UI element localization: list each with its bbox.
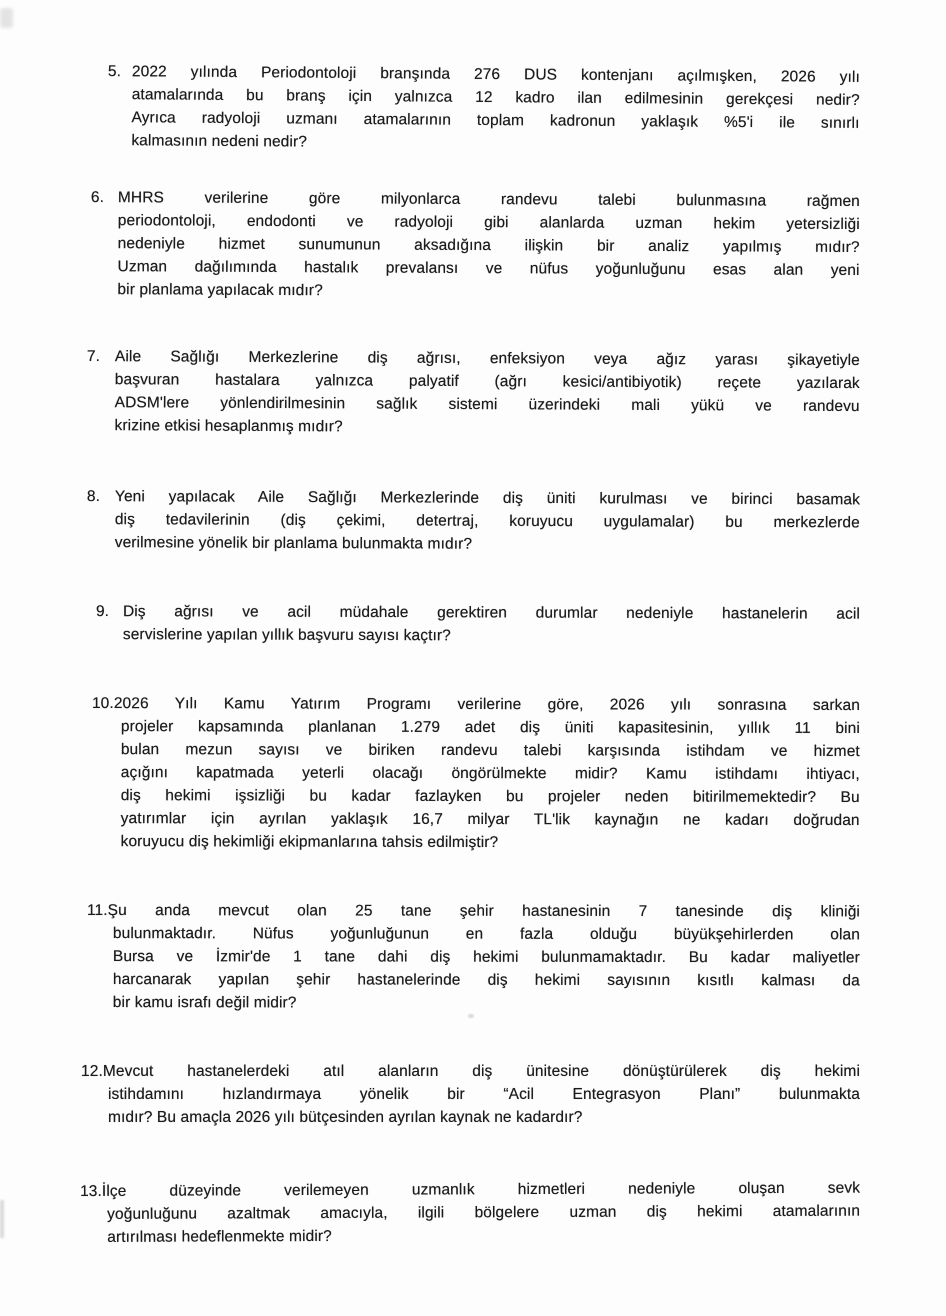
question-line [92,692,860,717]
question-line [87,485,860,511]
question-number: 5. [107,62,122,81]
question-line: açığını kapatmada yeterli olacağı öngörülmekte midir? Kamu istihdamı ihtiyacı, [120,764,860,784]
question-line: projeler kapsamında planlanan 1.279 adet diş üniti kapasitesinin, yıllık 11 bini [120,718,860,738]
question-item-8 [87,485,860,557]
question-line: periodontoloji, endodonti ve radyoloji gibi alanlarda uzman hekim yetersizliği [117,212,860,234]
question-line-text: Mevcut hastanelerdeki atıl alanların diş ünitesine dönüştürülerek diş hekimi [102,1063,860,1080]
question-item-12 [81,1060,860,1129]
question-line-text: Aile Sağlığı Merkezlerine diş ağrısı, enfeksiyon veya ağız yarası şikayetiyle [114,348,860,370]
question-line: nedeniyle hizmet sunumunun aksadığına ilişkin bir analiz yapılmış mıdır? [117,235,860,257]
question-number: 11. [86,902,108,920]
question-line: ADSM'lere yönlendirilmesinin sağlık sistemi üzerindeki mali yükü ve randevu [114,394,860,416]
question-number: 7. [86,347,101,366]
question-line: Ayrıca radyoloji uzmanı atamalarının toplam kadronun yaklaşık %5'i ile sınırlı [131,109,860,132]
question-line-text: Şu anda mevcut olan 25 tane şehir hastanesinin 7 tanesinde diş kliniği [107,902,860,921]
question-line [80,1177,860,1203]
question-line: bir planlama yapılacak mıdır? [117,281,323,300]
question-item-5 [107,60,860,158]
question-line: bulunmaktadır. Nüfus yoğunluğunun en fazla olduğu büyükşehirlerden olan [112,925,860,944]
question-line: diş hekimi işsizliği bu kadar fazlayken bu projeler neden bitirilmemektedir? Bu [120,787,860,807]
question-line: mıdır? Bu amaçla 2026 yılı bütçesinden ayrılan kaynak ne kadardır? [108,1109,583,1126]
question-line-text: Yeni yapılacak Aile Sağlığı Merkezlerinde diş üniti kurulması ve birinci basamak [114,488,860,509]
question-number: 12. [81,1063,103,1080]
question-line: servislerine yapılan yıllık başvuru sayısı kaçtır? [122,626,451,645]
question-line: artırılması hedeflenmekte midir? [107,1227,332,1246]
question-line: kalmasının nedeni nedir? [131,132,308,151]
question-line: diş tedavilerinin (diş çekimi, detertraj, koruyucu uygulamalar) bu merkezlerde [114,511,860,532]
question-line: bir kamu israfı değil midir? [112,994,297,1012]
question-line [87,899,860,923]
question-line: Uzman dağılımında hastalık prevalansı ve nüfus yoğunluğunu esas alan yeni [117,258,860,280]
question-line: Bursa ve İzmir'de 1 tane dahi diş hekimi bulunmamaktadır. Bu kadar maliyetler [112,948,860,967]
question-line-text: Diş ağrısı ve acil müdahale gerektiren durumlar nedeniyle hastanelerin acil [122,603,860,623]
question-line: başvuran hastalara yalnızca palyatif (ağrı kesici/antibiyotik) reçete yazılarak [114,371,860,393]
question-line: istihdamını hızlandırmaya yönelik bir “Acil Entegrasyon Planı” bulunmakta [108,1086,860,1103]
question-line: yoğunluğunu azaltmak amacıyla, ilgili bölgelere uzman diş hekimi atamalarının [107,1202,861,1223]
scan-smudge-left-edge [0,1200,4,1238]
question-number: 9. [95,603,110,621]
question-line: bulan mezun sayısı ve biriken randevu talebi karşısında istihdam ve hizmet [120,741,860,761]
question-line [81,1060,860,1083]
question-item-7 [87,345,860,441]
question-number: 13. [80,1182,102,1200]
question-item-13 [80,1177,860,1249]
question-line-text: 2026 Yılı Kamu Yatırım Programı verilerine göre, 2026 yılı sonrasına sarkan [113,695,860,715]
question-number: 10. [91,695,114,713]
question-item-10 [92,692,860,855]
question-line [96,600,860,626]
scan-smudge-top-left [0,8,13,28]
question-line: harcanarak yapılan şehir hastanelerinde diş hekimi sayısının kısıtlı kalması da [112,971,860,990]
question-item-11 [87,899,860,1015]
question-line: verilmesine yönelik bir planlama bulunmakta mıdır? [114,534,473,553]
question-number: 8. [86,487,101,506]
question-line-text: İlçe düzeyinde verilemeyen uzmanlık hizmetleri nedeniyle oluşan sevk [101,1179,861,1200]
question-line: yatırımlar için ayrılan yaklaşık 16,7 milyar TL'lik kaynağın ne kadarı doğrudan [120,810,860,830]
question-item-9 [96,600,860,649]
question-item-6 [90,186,860,305]
question-line: koruyucu diş hekimliği ekipmanlarına tahsis edilmiştir? [120,833,499,852]
question-line: krizine etkisi hesaplanmış mıdır? [114,417,343,436]
question-number: 6. [90,188,105,207]
question-line: atamalarında bu branş için yalnızca 12 kadro ilan edilmesinin gerekçesi nedir? [131,86,860,109]
question-line-text: MHRS verilerine göre milyonlarca randevu talebi bulunmasına rağmen [117,189,860,211]
question-line-text: 2022 yılında Periodontoloji branşında 276 DUS kontenjanı açılmışken, 2026 yılı [131,63,860,86]
